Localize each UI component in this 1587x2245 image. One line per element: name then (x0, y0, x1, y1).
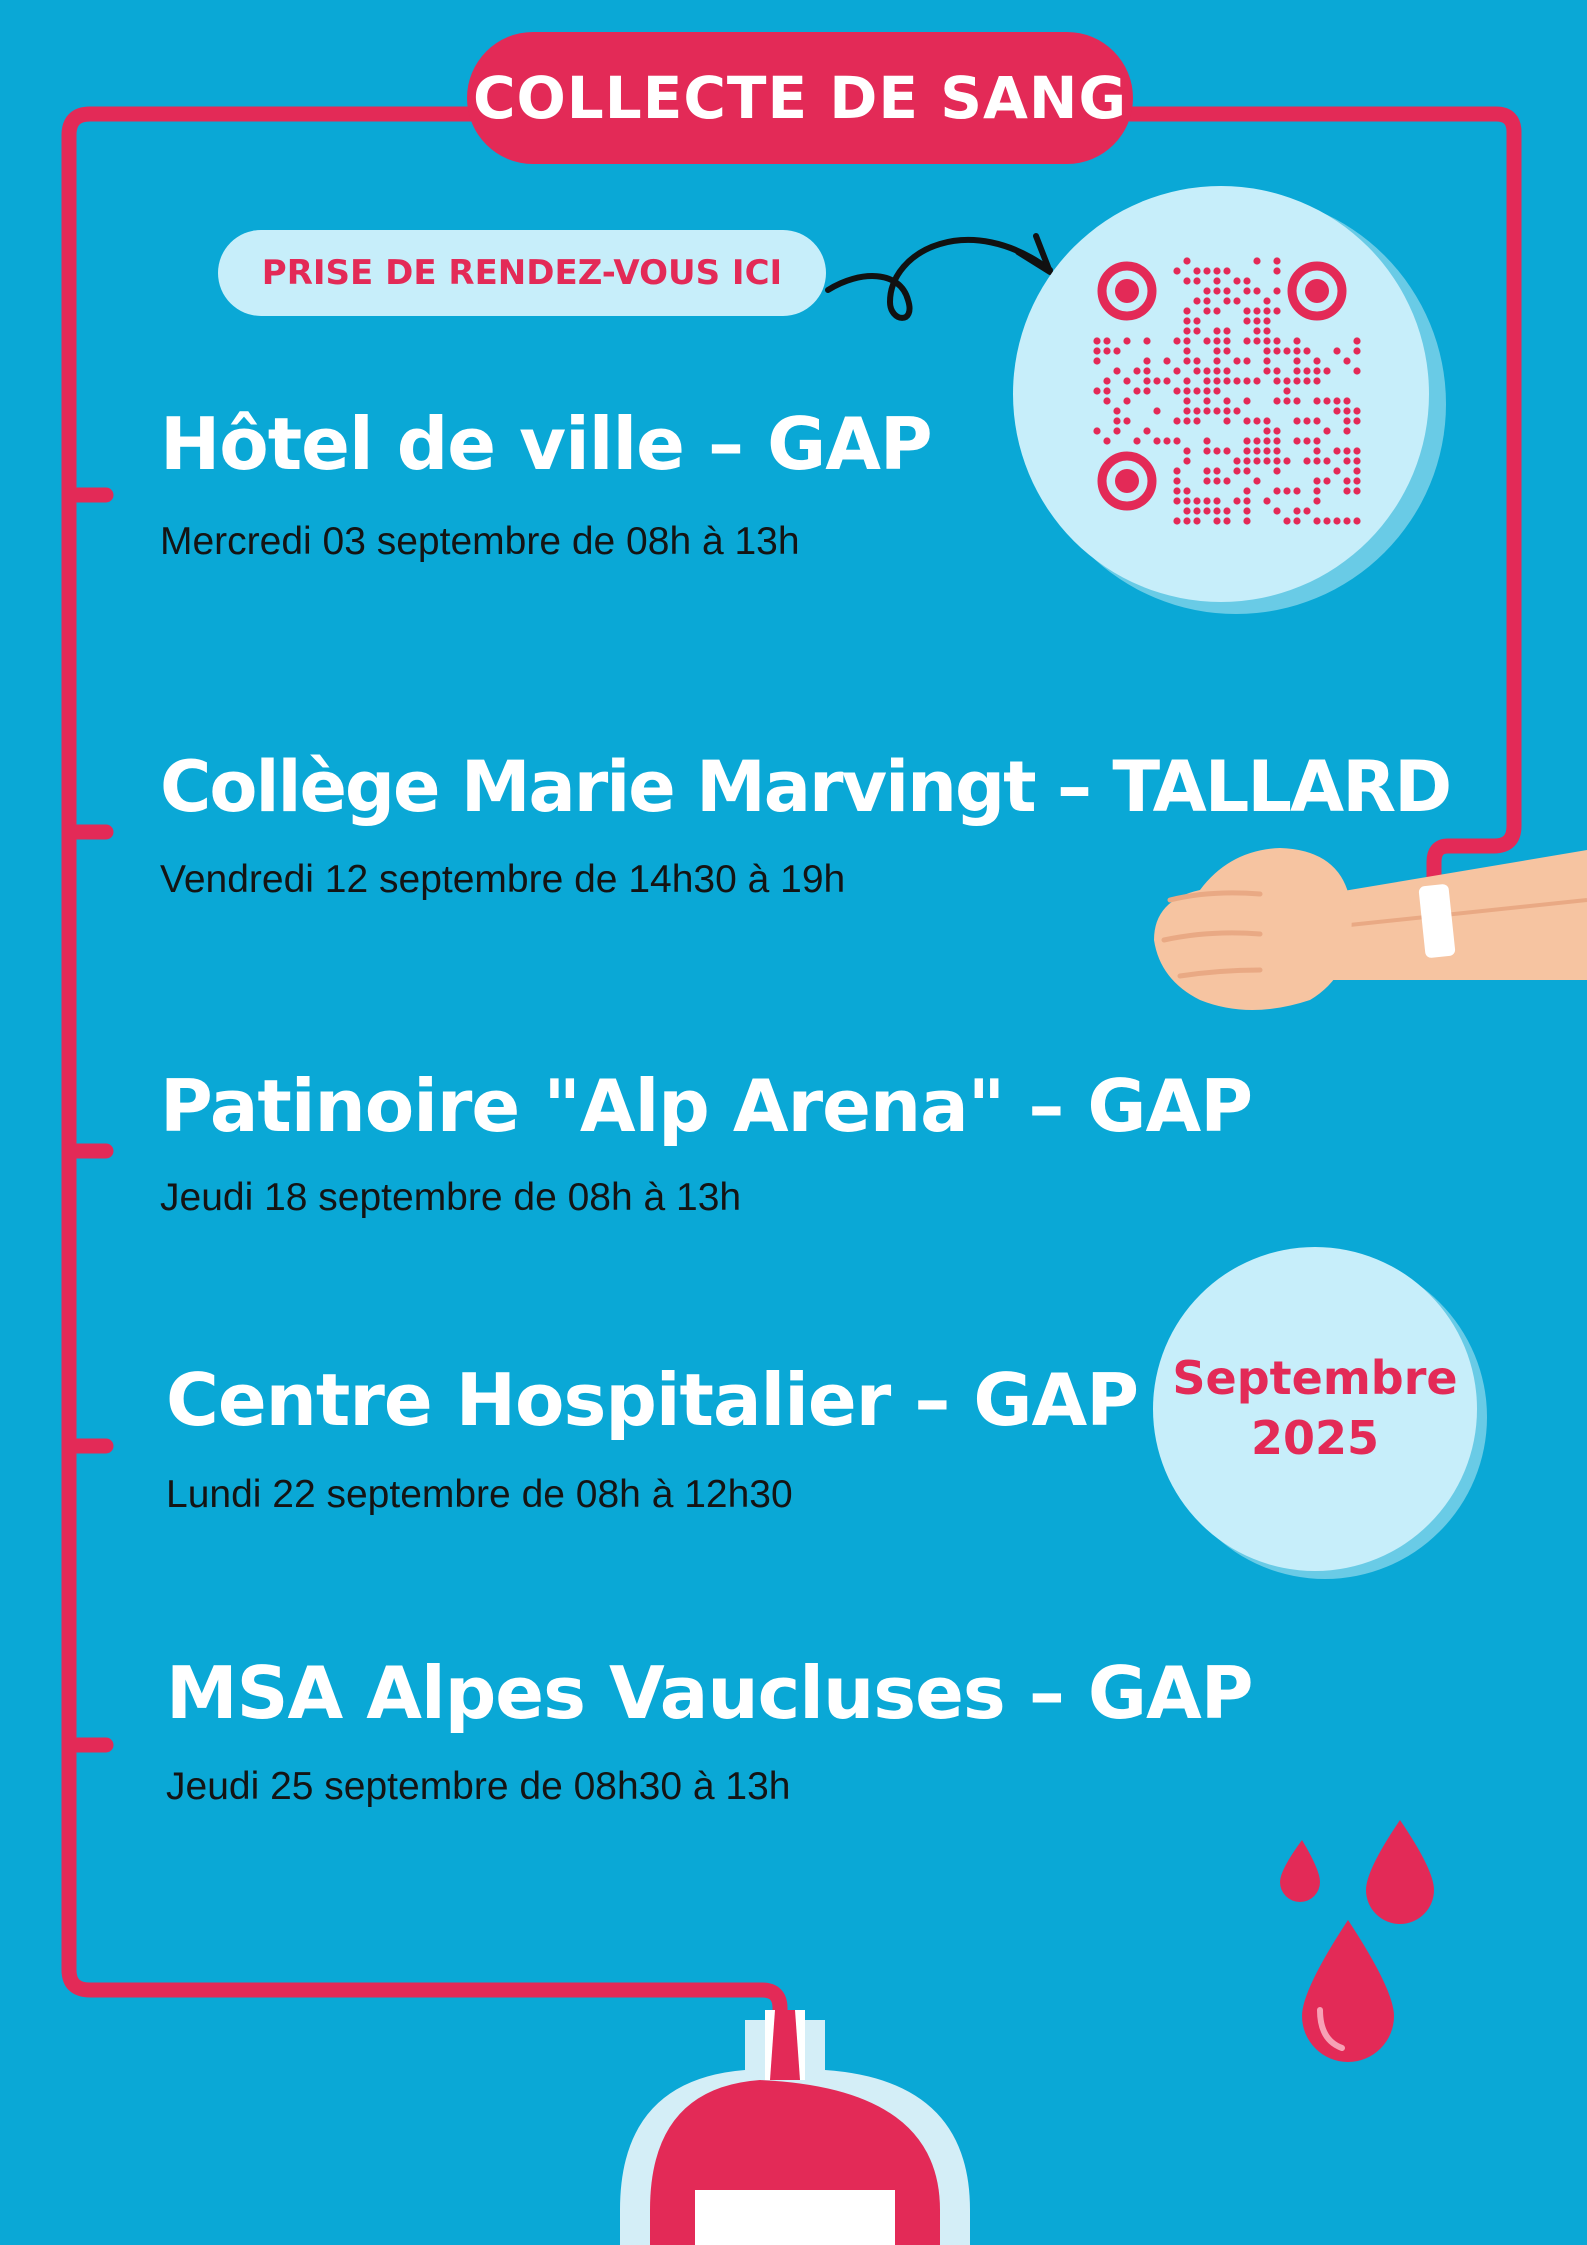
qr-dot (1343, 427, 1350, 434)
qr-dot (1173, 387, 1180, 394)
curly-arrow-icon (820, 210, 1060, 330)
qr-dot (1303, 377, 1310, 384)
qr-dot (1333, 517, 1340, 524)
event-venue-5: MSA Alpes Vaucluses – GAP (166, 1651, 1253, 1735)
year-label: 2025 (1250, 1411, 1380, 1465)
qr-dot (1163, 377, 1170, 384)
qr-dot (1353, 337, 1360, 344)
qr-dot (1103, 337, 1110, 344)
qr-dot (1263, 437, 1270, 444)
qr-dot (1313, 397, 1320, 404)
blood-drops-icon (1270, 1810, 1450, 2080)
qr-dot (1183, 407, 1190, 414)
qr-dot (1233, 497, 1240, 504)
qr-dot (1203, 507, 1210, 514)
qr-dot (1253, 337, 1260, 344)
qr-dot (1213, 277, 1220, 284)
qr-dot (1253, 417, 1260, 424)
qr-dot (1133, 387, 1140, 394)
qr-dot (1213, 287, 1220, 294)
qr-dot (1093, 357, 1100, 364)
qr-dot (1273, 427, 1280, 434)
qr-dot (1293, 347, 1300, 354)
qr-dot (1203, 307, 1210, 314)
qr-dot (1273, 287, 1280, 294)
qr-dot (1213, 447, 1220, 454)
month-badge (1153, 1247, 1477, 1571)
event-venue-1: Hôtel de ville – GAP (160, 402, 932, 486)
qr-dot (1173, 437, 1180, 444)
qr-dot (1213, 387, 1220, 394)
qr-dot (1293, 337, 1300, 344)
qr-dot (1133, 437, 1140, 444)
qr-dot (1313, 457, 1320, 464)
qr-dot (1273, 397, 1280, 404)
qr-dot (1263, 317, 1270, 324)
qr-dot (1243, 457, 1250, 464)
qr-dot (1203, 367, 1210, 374)
qr-dot (1303, 417, 1310, 424)
qr-dot (1243, 397, 1250, 404)
qr-dot (1333, 447, 1340, 454)
qr-dot (1233, 457, 1240, 464)
qr-dot (1113, 427, 1120, 434)
qr-dot (1243, 437, 1250, 444)
qr-dot (1123, 377, 1130, 384)
qr-dot (1193, 267, 1200, 274)
qr-dot (1283, 387, 1290, 394)
event-date-4: Lundi 22 septembre de 08h à 12h30 (166, 1473, 793, 1516)
qr-dot (1303, 367, 1310, 374)
qr-dot (1103, 347, 1110, 354)
qr-finder-center (1115, 469, 1139, 493)
qr-dot (1273, 257, 1280, 264)
qr-dot (1183, 487, 1190, 494)
qr-dot (1293, 367, 1300, 374)
qr-dot (1233, 297, 1240, 304)
qr-dot (1143, 337, 1150, 344)
qr-dot (1213, 327, 1220, 334)
qr-dot (1183, 337, 1190, 344)
qr-dot (1143, 357, 1150, 364)
qr-dot (1263, 327, 1270, 334)
qr-dot (1223, 397, 1230, 404)
qr-dot (1303, 507, 1310, 514)
qr-dot (1273, 267, 1280, 274)
qr-dot (1173, 497, 1180, 504)
qr-dot (1233, 277, 1240, 284)
qr-dot (1183, 397, 1190, 404)
qr-dot (1223, 347, 1230, 354)
qr-dot (1203, 437, 1210, 444)
qr-dot (1353, 477, 1360, 484)
qr-dot (1293, 517, 1300, 524)
qr-dot (1273, 367, 1280, 374)
qr-dot (1353, 407, 1360, 414)
qr-dot (1253, 457, 1260, 464)
qr-dot (1303, 437, 1310, 444)
qr-dot (1323, 517, 1330, 524)
qr-dot (1183, 257, 1190, 264)
qr-dot (1313, 417, 1320, 424)
qr-dot (1193, 517, 1200, 524)
qr-dot (1243, 357, 1250, 364)
qr-dot (1213, 407, 1220, 414)
appointment-link[interactable]: PRISE DE RENDEZ-VOUS ICI (218, 230, 826, 316)
qr-dot (1093, 347, 1100, 354)
qr-dot (1203, 297, 1210, 304)
qr-dot (1263, 357, 1270, 364)
qr-dot (1293, 417, 1300, 424)
qr-dot (1173, 367, 1180, 374)
event-date-3: Jeudi 18 septembre de 08h à 13h (160, 1176, 742, 1219)
qr-dot (1193, 277, 1200, 284)
qr-dot (1353, 457, 1360, 464)
qr-dot (1333, 347, 1340, 354)
qr-dot (1213, 347, 1220, 354)
qr-dot (1333, 407, 1340, 414)
qr-dot (1213, 497, 1220, 504)
qr-dot (1313, 357, 1320, 364)
qr-dot (1253, 257, 1260, 264)
qr-dot (1243, 467, 1250, 474)
qr-dot (1203, 447, 1210, 454)
qr-dot (1093, 387, 1100, 394)
qr-dot (1113, 407, 1120, 414)
qr-dot (1183, 347, 1190, 354)
qr-dot (1173, 417, 1180, 424)
qr-dot (1203, 287, 1210, 294)
qr-dot (1193, 407, 1200, 414)
qr-dot (1283, 517, 1290, 524)
qr-dot (1313, 447, 1320, 454)
qr-dot (1353, 467, 1360, 474)
qr-dot (1223, 407, 1230, 414)
qr-dot (1313, 487, 1320, 494)
page-title: COLLECTE DE SANG (467, 32, 1133, 164)
qr-dot (1313, 367, 1320, 374)
qr-dot (1273, 347, 1280, 354)
qr-dot (1253, 447, 1260, 454)
event-date-2: Vendredi 12 septembre de 14h30 à 19h (160, 858, 846, 901)
qr-dot (1353, 517, 1360, 524)
qr-dot (1113, 367, 1120, 374)
qr-dot (1273, 457, 1280, 464)
qr-dot (1173, 487, 1180, 494)
qr-dot (1283, 347, 1290, 354)
qr-dot (1173, 517, 1180, 524)
qr-dot (1123, 397, 1130, 404)
qr-dot (1303, 347, 1310, 354)
qr-dot (1233, 407, 1240, 414)
qr-dot (1203, 467, 1210, 474)
qr-dot (1323, 477, 1330, 484)
qr-dot (1243, 417, 1250, 424)
qr-dot (1283, 377, 1290, 384)
qr-dot (1203, 387, 1210, 394)
qr-dot (1213, 337, 1220, 344)
qr-dot (1183, 457, 1190, 464)
qr-dot (1183, 517, 1190, 524)
qr-dot (1193, 317, 1200, 324)
qr-dot (1193, 357, 1200, 364)
qr-dot (1243, 487, 1250, 494)
qr-dot (1143, 367, 1150, 374)
qr-dot (1183, 507, 1190, 514)
qr-dot (1213, 307, 1220, 314)
qr-dot (1343, 487, 1350, 494)
qr-dot (1103, 397, 1110, 404)
qr-dot (1113, 417, 1120, 424)
qr-dot (1223, 377, 1230, 384)
qr-dot (1243, 307, 1250, 314)
qr-dot (1273, 507, 1280, 514)
qr-dot (1343, 357, 1350, 364)
qr-dot (1333, 397, 1340, 404)
blood-bag-icon (600, 2010, 1000, 2245)
qr-dot (1233, 467, 1240, 474)
event-date-1: Mercredi 03 septembre de 08h à 13h (160, 520, 800, 563)
qr-dot (1203, 337, 1210, 344)
qr-dot (1293, 377, 1300, 384)
qr-dot (1173, 477, 1180, 484)
qr-dot (1153, 377, 1160, 384)
qr-dot (1353, 487, 1360, 494)
qr-dot (1293, 487, 1300, 494)
qr-dot (1263, 447, 1270, 454)
qr-dot (1163, 357, 1170, 364)
qr-dot (1283, 397, 1290, 404)
event-date-5: Jeudi 25 septembre de 08h30 à 13h (166, 1765, 791, 1808)
qr-dot (1293, 397, 1300, 404)
qr-dot (1323, 367, 1330, 374)
qr-dot (1273, 307, 1280, 314)
qr-dot (1103, 387, 1110, 394)
qr-dot (1353, 417, 1360, 424)
qr-dot (1263, 417, 1270, 424)
qr-dot (1353, 367, 1360, 374)
qr-dot (1243, 517, 1250, 524)
arm-icon (1140, 830, 1587, 1030)
qr-dot (1343, 457, 1350, 464)
qr-dot (1203, 397, 1210, 404)
qr-dot (1183, 307, 1190, 314)
qr-dot (1213, 267, 1220, 274)
qr-dot (1263, 337, 1270, 344)
qr-dot (1133, 367, 1140, 374)
qr-dot (1243, 337, 1250, 344)
qr-dot (1093, 427, 1100, 434)
qr-dot (1293, 357, 1300, 364)
qr-dot (1313, 497, 1320, 504)
qr-dot (1263, 457, 1270, 464)
qr-dot (1313, 517, 1320, 524)
qr-dot (1343, 407, 1350, 414)
qr-dot (1143, 387, 1150, 394)
qr-dot (1143, 377, 1150, 384)
qr-dot (1203, 267, 1210, 274)
qr-dot (1243, 277, 1250, 284)
qr-dot (1183, 377, 1190, 384)
qr-dot (1343, 517, 1350, 524)
qr-dot (1283, 487, 1290, 494)
qr-dot (1093, 337, 1100, 344)
qr-dot (1183, 417, 1190, 424)
qr-dot (1173, 267, 1180, 274)
qr-dot (1183, 357, 1190, 364)
qr-dot (1183, 387, 1190, 394)
qr-dot (1253, 287, 1260, 294)
qr-dot (1153, 407, 1160, 414)
qr-dot (1253, 317, 1260, 324)
qr-dot (1273, 447, 1280, 454)
qr-dot (1313, 477, 1320, 484)
qr-dot (1173, 467, 1180, 474)
qr-dot (1213, 517, 1220, 524)
qr-dot (1243, 317, 1250, 324)
qr-dot (1263, 297, 1270, 304)
qr-dot (1193, 367, 1200, 374)
qr-dot (1223, 267, 1230, 274)
qr-dot (1223, 337, 1230, 344)
qr-dot (1243, 377, 1250, 384)
qr-dot (1323, 397, 1330, 404)
qr-dot (1203, 477, 1210, 484)
qr-dot (1193, 497, 1200, 504)
qr-dot (1233, 357, 1240, 364)
qr-finder-center (1305, 279, 1329, 303)
qr-finder-center (1115, 279, 1139, 303)
qr-dot (1223, 287, 1230, 294)
qr-dot (1193, 417, 1200, 424)
qr-dot (1223, 507, 1230, 514)
event-venue-2: Collège Marie Marvingt – TALLARD (160, 746, 1451, 828)
qr-dot (1153, 437, 1160, 444)
qr-dot (1183, 317, 1190, 324)
qr-dot (1193, 297, 1200, 304)
qr-dot (1223, 417, 1230, 424)
qr-dot (1213, 367, 1220, 374)
qr-dot (1213, 507, 1220, 514)
qr-dot (1283, 457, 1290, 464)
qr-dot (1123, 337, 1130, 344)
qr-dot (1243, 287, 1250, 294)
qr-dot (1203, 407, 1210, 414)
qr-dot (1263, 497, 1270, 504)
qr-dot (1163, 437, 1170, 444)
qr-dot (1183, 497, 1190, 504)
qr-dot (1223, 327, 1230, 334)
qr-dot (1253, 307, 1260, 314)
qr-dot (1323, 427, 1330, 434)
qr-dot (1273, 467, 1280, 474)
qr-dot (1183, 327, 1190, 334)
qr-dot (1293, 507, 1300, 514)
qr-dot (1353, 347, 1360, 354)
qr-dot (1193, 387, 1200, 394)
event-venue-4: Centre Hospitalier – GAP (166, 1358, 1138, 1442)
qr-dot (1103, 377, 1110, 384)
qr-dot (1273, 437, 1280, 444)
qr-dot (1123, 417, 1130, 424)
qr-dot (1273, 377, 1280, 384)
qr-dot (1203, 377, 1210, 384)
qr-dot (1343, 397, 1350, 404)
qr-dot (1263, 367, 1270, 374)
qr-dot (1223, 297, 1230, 304)
qr-dot (1273, 487, 1280, 494)
month-label: Septembre (1172, 1351, 1458, 1406)
qr-dot (1223, 447, 1230, 454)
qr-dot (1233, 377, 1240, 384)
qr-dot (1243, 447, 1250, 454)
qr-dot (1263, 427, 1270, 434)
qr-dot (1343, 417, 1350, 424)
qr-dot (1353, 447, 1360, 454)
qr-dot (1253, 437, 1260, 444)
qr-dot (1223, 367, 1230, 374)
qr-dot (1303, 457, 1310, 464)
qr-dot (1173, 337, 1180, 344)
qr-dot (1243, 497, 1250, 504)
qr-dot (1223, 477, 1230, 484)
qr-dot (1213, 357, 1220, 364)
qr-dot (1343, 477, 1350, 484)
qr-dot (1113, 347, 1120, 354)
qr-dot (1293, 437, 1300, 444)
qr-dot (1253, 477, 1260, 484)
qr-dot (1183, 277, 1190, 284)
qr-dot (1103, 437, 1110, 444)
qr-dot (1273, 337, 1280, 344)
qr-dot (1213, 477, 1220, 484)
qr-dot (1213, 377, 1220, 384)
qr-dot (1253, 327, 1260, 334)
qr-dot (1183, 447, 1190, 454)
qr-dot (1143, 427, 1150, 434)
qr-dot (1253, 377, 1260, 384)
qr-dot (1193, 507, 1200, 514)
qr-dot (1243, 507, 1250, 514)
qr-dot (1343, 447, 1350, 454)
qr-dot (1313, 437, 1320, 444)
event-venue-3: Patinoire "Alp Arena" – GAP (160, 1064, 1252, 1148)
qr-dot (1203, 497, 1210, 504)
qr-dot (1333, 467, 1340, 474)
qr-dot (1323, 457, 1330, 464)
qr-dot (1263, 307, 1270, 314)
qr-dot (1223, 517, 1230, 524)
qr-dot (1263, 347, 1270, 354)
qr-dot (1313, 377, 1320, 384)
qr-dot (1193, 327, 1200, 334)
qr-dot (1213, 467, 1220, 474)
qr-code-icon[interactable] (1092, 256, 1362, 526)
